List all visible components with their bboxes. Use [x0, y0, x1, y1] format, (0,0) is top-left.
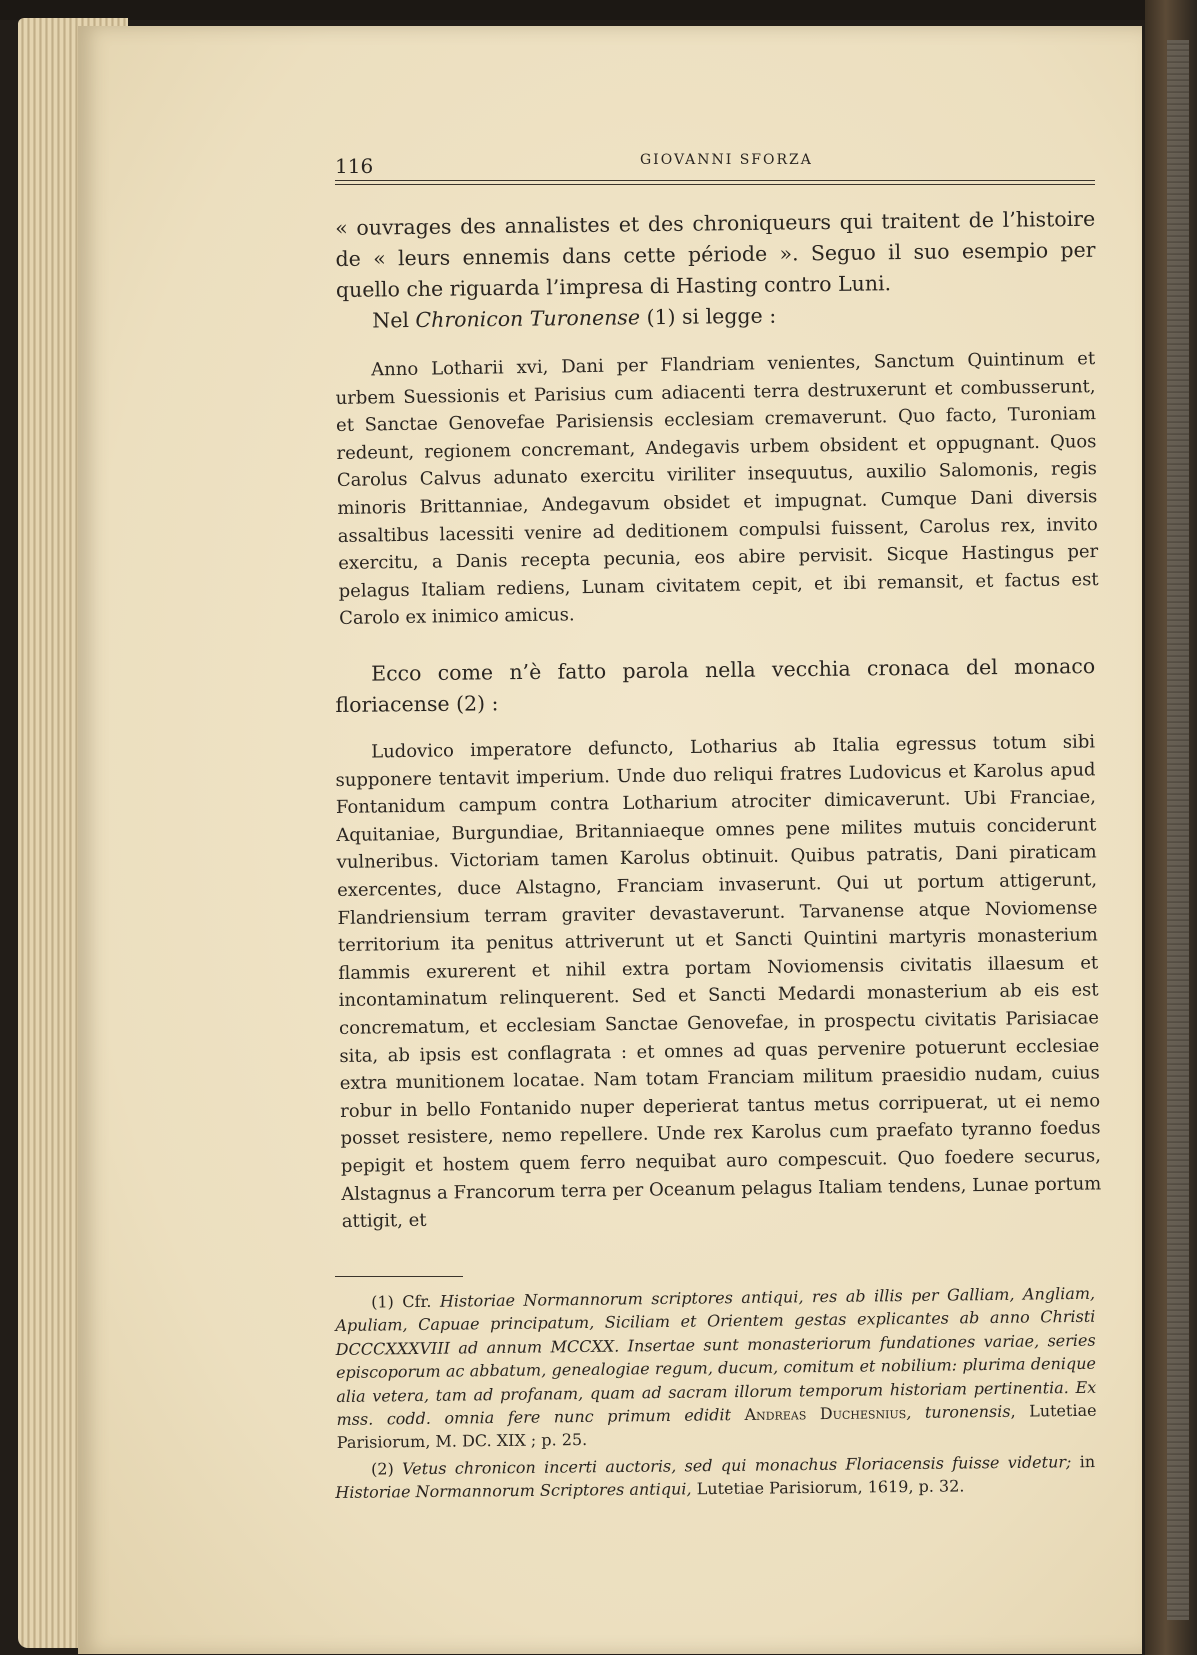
page-number: 116	[335, 154, 374, 178]
chronicon-title: Chronicon Turonense	[415, 305, 641, 333]
fn2-in: in	[1071, 1452, 1096, 1472]
fn1-place: , turonensis	[906, 1401, 1011, 1422]
fn1-suffix: , Lutetiae Parisiorum, M. DC. XIX ; p. 25.	[336, 1400, 1097, 1453]
running-title: GIOVANNI SFORZA	[640, 152, 813, 168]
spine-strip	[1167, 40, 1189, 1620]
fn2-suffix: Lutetiae Parisiorum, 1619, p. 32.	[691, 1477, 965, 1500]
fn2-italic: Vetus chronicon incerti auctoris, sed qui monachus Floriacensis fuisse videtur;	[401, 1452, 1072, 1479]
quote-floriacense: Ludovico imperatore defuncto, Lotharius ab Italia egressus totum sibi supponere tentavit imperium. Unde duo reliqui fratres Ludovicus et Karolus apud Fontanidum campum contra Lotharium atrociter dimicaverunt. Ubi Franciae, Aquitaniae, Burgundiae, Britanniaeque omnes pene milites mutuis conciderunt vulneribus. Victoriam tamen Karolus obtinuit. Quibus patratis, Dani piraticam exercentes, duce Alstagno, Franciam invaserunt. Qui ut portum attigerunt, Flandriensium terram graviter devastaverunt. Tarvanense atque Noviomense territorium ita penitus attriverunt ut et Sancti Quintini martyris monasterium flammis exurerent et nihil extra portam Noviomensis civitatis illaesum et incontaminatum relinquerent. Sed et Sancti Medardi monasterium ab eis est concrematum, et ecclesiam Sanctae Genovefae, in prospectu civitatis Parisiacae sita, ab ipsis est conflagrata : et omnes ad quas pervenire potuerunt ecclesiae extra munitionem locatae. Nam totam Franciam militum praesidio nudam, cuius robur in bello Fontanido nuper deperierat tantus metus corripuerat, ut ei nemo posset resistere, nemo repellere. Unde rex Karolus cum praefato tyranno foedus pepigit et hostem quem ferro nequibat auro compescuit. Quo foedere securus, Alstagnus a Francorum terra per Oceanum pelagus Italiam tendens, Lunae portum attigit, et	[335, 731, 1102, 1232]
fn1-prefix: (1) Cfr.	[371, 1291, 441, 1312]
footnote-rule	[335, 1276, 463, 1277]
running-head	[335, 140, 1095, 178]
fn2-prefix: (2)	[371, 1459, 403, 1480]
quote-chronicon-turonense: Anno Lotharii xvi, Dani per Flandriam venientes, Sanctum Quintinum et urbem Suessionis et Parisius cum adiacenti terra destruxerunt et combusserunt, et Sanctae Genovefae Parisiensis ecclesiam cremaverunt. Quo facto, Turoniam redeunt, regionem concremant, Andegavis urbem obsident et oppugnant. Quos Carolus Calvus adunato exercitu viriliter insequutus, auxilio Salomonis, regis minoris Brittanniae, Andegavum obsidet et impugnat. Cumque Dani diversis assaltibus lacessiti venire ad deditionem compulsi fuissent, Carolus rex, invito exercitu, a Danis recepta pecunia, eos abire pervisit. Sicque Hastingus per pelagus Italiam rediens, Lunam civitatem cepit, et ibi remansit, et factus est Carolo ex inimico amicus.	[335, 348, 1099, 630]
chronicon-suffix: (1) si legge :	[639, 303, 777, 330]
paragraph-floriacense: Ecco come n’è fatto parola nella vecchia cronaca del monaco floriacense (2) :	[335, 653, 1096, 717]
fn1-italic: Historiae Normannorum scriptores antiqui, res ab illis per Galliam, Angliam, Apuliam, Capuae principatum, Siciliam et Orientem gestas explicantes ab anno Christi DCCCXXXVIII ad annum MCCXX. Insertae sunt monasteriorum fundationes variae, series episcoporum ac abbatum, genealogiae regum, ducum, comitum et nobilium: plurima denique alia vetera, tam ad profanam, quam ad sacram illorum temporum historiam pertinentia. Ex mss. codd. omnia fere nunc primum edidit	[335, 1283, 1097, 1429]
fn2-italic2: Historiae Normannorum Scriptores antiqui,	[335, 1480, 692, 1503]
fn1-author: Andreas Duchesnius	[744, 1402, 907, 1424]
scan-top-edge	[0, 0, 1197, 20]
book-spine-edge	[1145, 0, 1197, 1655]
intro-line: « ouvrages des annalistes et des chroniqueurs qui traitent de l’histoire de « leurs ennemis dans cette période ». Seguo il suo esempio per quello che riguarda l’impresa di Hasting contro Luni.	[335, 206, 1096, 302]
intro-paragraphs	[335, 204, 1096, 337]
footnote-2	[335, 1451, 1095, 1506]
footnote-1	[335, 1281, 1097, 1454]
header-rule	[335, 180, 1095, 185]
chronicon-prefix: Nel	[372, 308, 416, 333]
page-content	[335, 140, 1102, 1505]
